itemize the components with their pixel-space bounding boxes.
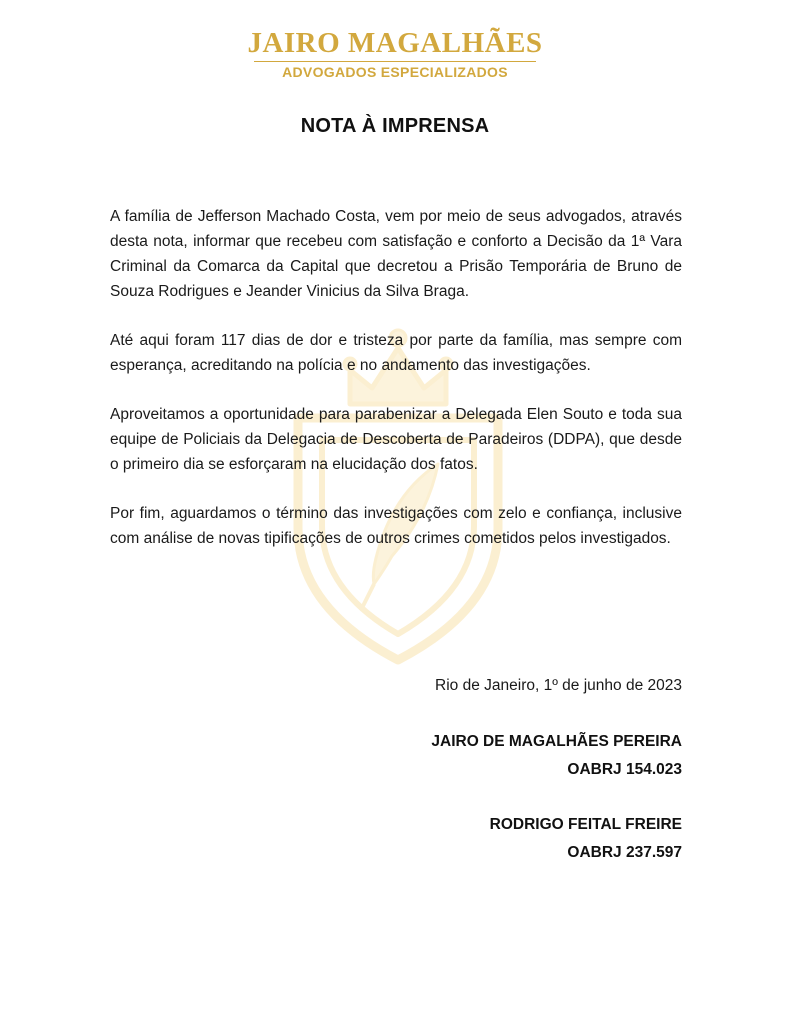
signature-block <box>490 811 682 867</box>
signatory-registration: OABRJ 154.023 <box>567 761 682 778</box>
firm-name: JAIRO MAGALHÃES <box>247 27 543 59</box>
signatory-registration: OABRJ 237.597 <box>567 844 682 861</box>
paragraph: A família de Jefferson Machado Costa, vem por meio de seus advogados, através desta nota, informar que recebeu com satisfação e conforto a Decisão da 1ª Vara Criminal da Comarca da Capital que decretou a Prisão Temporária de Bruno de Souza Rodrigues e Jeander Vinicius da Silva Braga. <box>110 208 682 300</box>
date-line: Rio de Janeiro, 1º de junho de 2023 <box>435 677 682 694</box>
signature-block <box>431 728 682 784</box>
firm-tagline: ADVOGADOS ESPECIALIZADOS <box>282 64 508 80</box>
paragraph: Por fim, aguardamos o término das investigações com zelo e confiança, inclusive com análise de novas tipificações de outros crimes cometidos pelos investigados. <box>110 505 682 547</box>
signatory-name: RODRIGO FEITAL FREIRE <box>489 816 682 833</box>
letterhead-divider <box>254 61 536 62</box>
paragraph: Até aqui foram 117 dias de dor e tristeza por parte da família, mas sempre com esperança, acreditando na polícia e no andamento das investigações. <box>110 332 682 374</box>
signatory-name: JAIRO DE MAGALHÃES PEREIRA <box>431 733 682 750</box>
document-body <box>110 204 682 575</box>
paragraph: Aproveitamos a oportunidade para parabenizar a Delegada Elen Souto e toda sua equipe de Policiais da Delegacia de Descoberta de Paradeiros (DDPA), que desde o primeiro dia se esforçaram na elucidação dos fatos. <box>110 406 682 473</box>
document-title: NOTA À IMPRENSA <box>300 115 490 137</box>
letterhead <box>0 26 790 81</box>
